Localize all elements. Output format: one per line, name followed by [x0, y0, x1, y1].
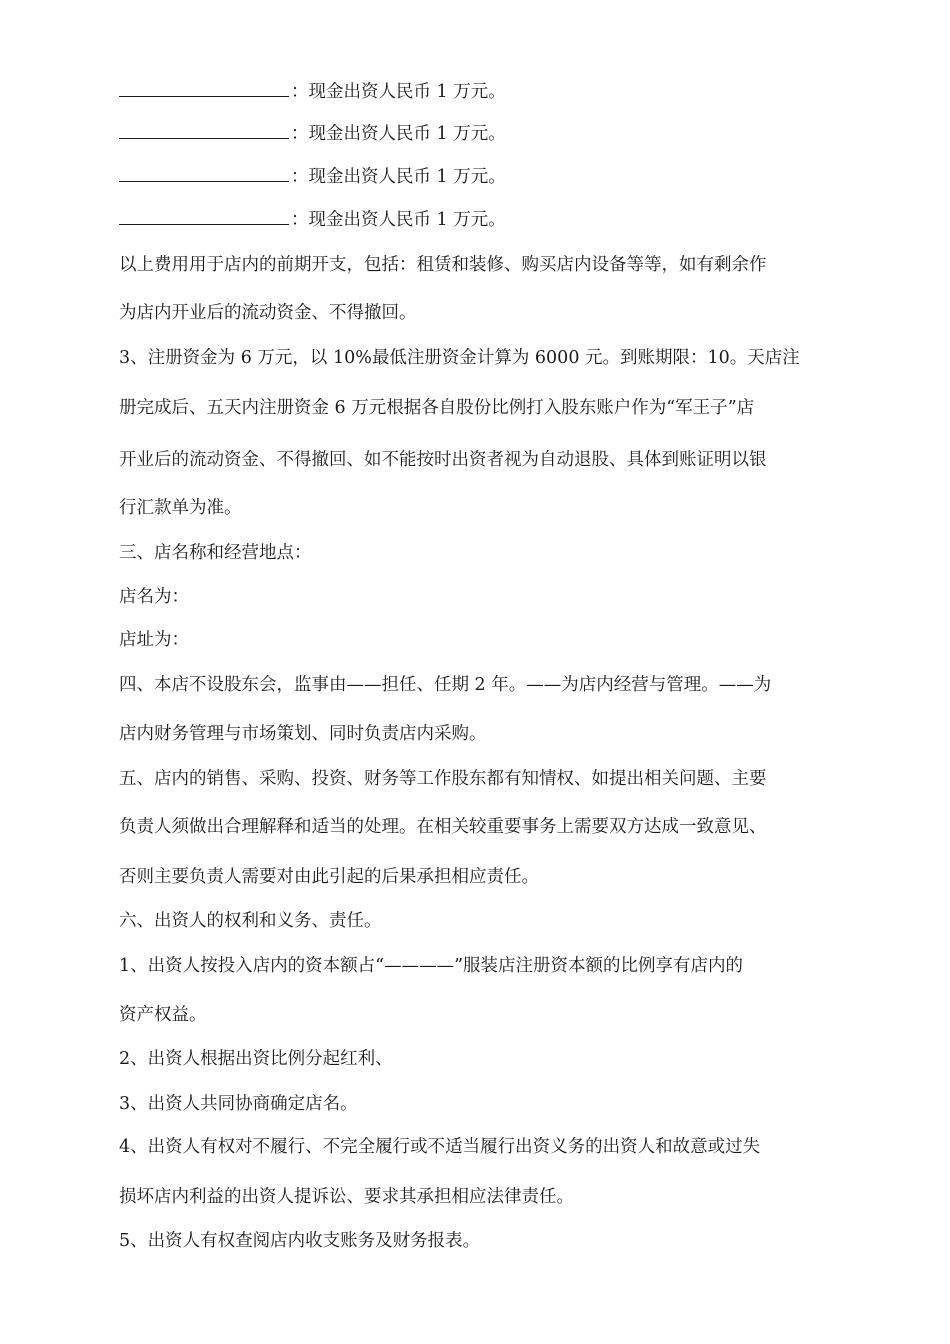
contribution-line: [119, 78, 506, 103]
section-heading: 五、店内的销售、采购、投资、财务等工作股东都有知情权、如提出相关问题、主要: [119, 769, 767, 789]
paragraph-line: 损坏店内利益的出资人提诉讼、要求其承担相应法律责任。: [119, 1187, 574, 1207]
signature-blank: [119, 120, 289, 139]
contribution-text: ：现金出资人民币 1 万元。: [291, 82, 506, 102]
signature-blank: [119, 206, 289, 225]
paragraph-line: 资产权益。: [119, 1005, 207, 1025]
paragraph-line: 3、注册资金为 6 万元，以 10%最低注册资金计算为 6000 元。到账期限：10。天店注: [119, 348, 800, 368]
section-heading: 六、出资人的权利和义务、责任。: [119, 911, 382, 931]
paragraph-line: 店名为：: [119, 587, 189, 607]
contribution-text: ：现金出资人民币 1 万元。: [291, 124, 506, 144]
paragraph-line: 4、出资人有权对不履行、不完全履行或不适当履行出资义务的出资人和故意或过失: [119, 1137, 761, 1157]
signature-blank: [119, 78, 289, 97]
paragraph-line: 3、出资人共同协商确定店名。: [119, 1094, 358, 1114]
paragraph-line: 行汇款单为准。: [119, 498, 242, 518]
paragraph-line: 否则主要负责人需要对由此引起的后果承担相应责任。: [119, 867, 539, 887]
section-heading: 四、本店不设股东会，监事由——担任、任期 2 年。——为店内经营与管理。——为: [119, 675, 772, 695]
contribution-line: [119, 163, 506, 188]
contribution-line: [119, 120, 506, 145]
signature-blank: [119, 163, 289, 182]
section-heading: 三、店名称和经营地点：: [119, 543, 312, 563]
contribution-line: [119, 206, 506, 231]
paragraph-line: 册完成后、五天内注册资金 6 万元根据各自股份比例打入股东账户作为“军王子”店: [119, 398, 755, 418]
paragraph-line: 5、出资人有权查阅店内收支账务及财务报表。: [119, 1231, 481, 1251]
paragraph-line: 店址为：: [119, 630, 189, 650]
paragraph-line: 店内财务管理与市场策划、同时负责店内采购。: [119, 724, 487, 744]
paragraph-line: 2、出资人根据出资比例分起红利、: [119, 1049, 393, 1069]
paragraph-line: 负责人须做出合理解释和适当的处理。在相关较重要事务上需要双方达成一致意见、: [119, 817, 767, 837]
paragraph-line: 以上费用用于店内的前期开支，包括：租赁和装修、购买店内设备等等，如有剩余作: [119, 255, 767, 275]
paragraph-line: 开业后的流动资金、不得撤回、如不能按时出资者视为自动退股、具体到账证明以银: [119, 450, 767, 470]
contribution-text: ：现金出资人民币 1 万元。: [291, 167, 506, 187]
paragraph-line: 为店内开业后的流动资金、不得撤回。: [119, 303, 417, 323]
paragraph-line: 1、出资人按投入店内的资本额占“————”服装店注册资本额的比例享有店内的: [119, 956, 744, 976]
contribution-text: ：现金出资人民币 1 万元。: [291, 210, 506, 230]
